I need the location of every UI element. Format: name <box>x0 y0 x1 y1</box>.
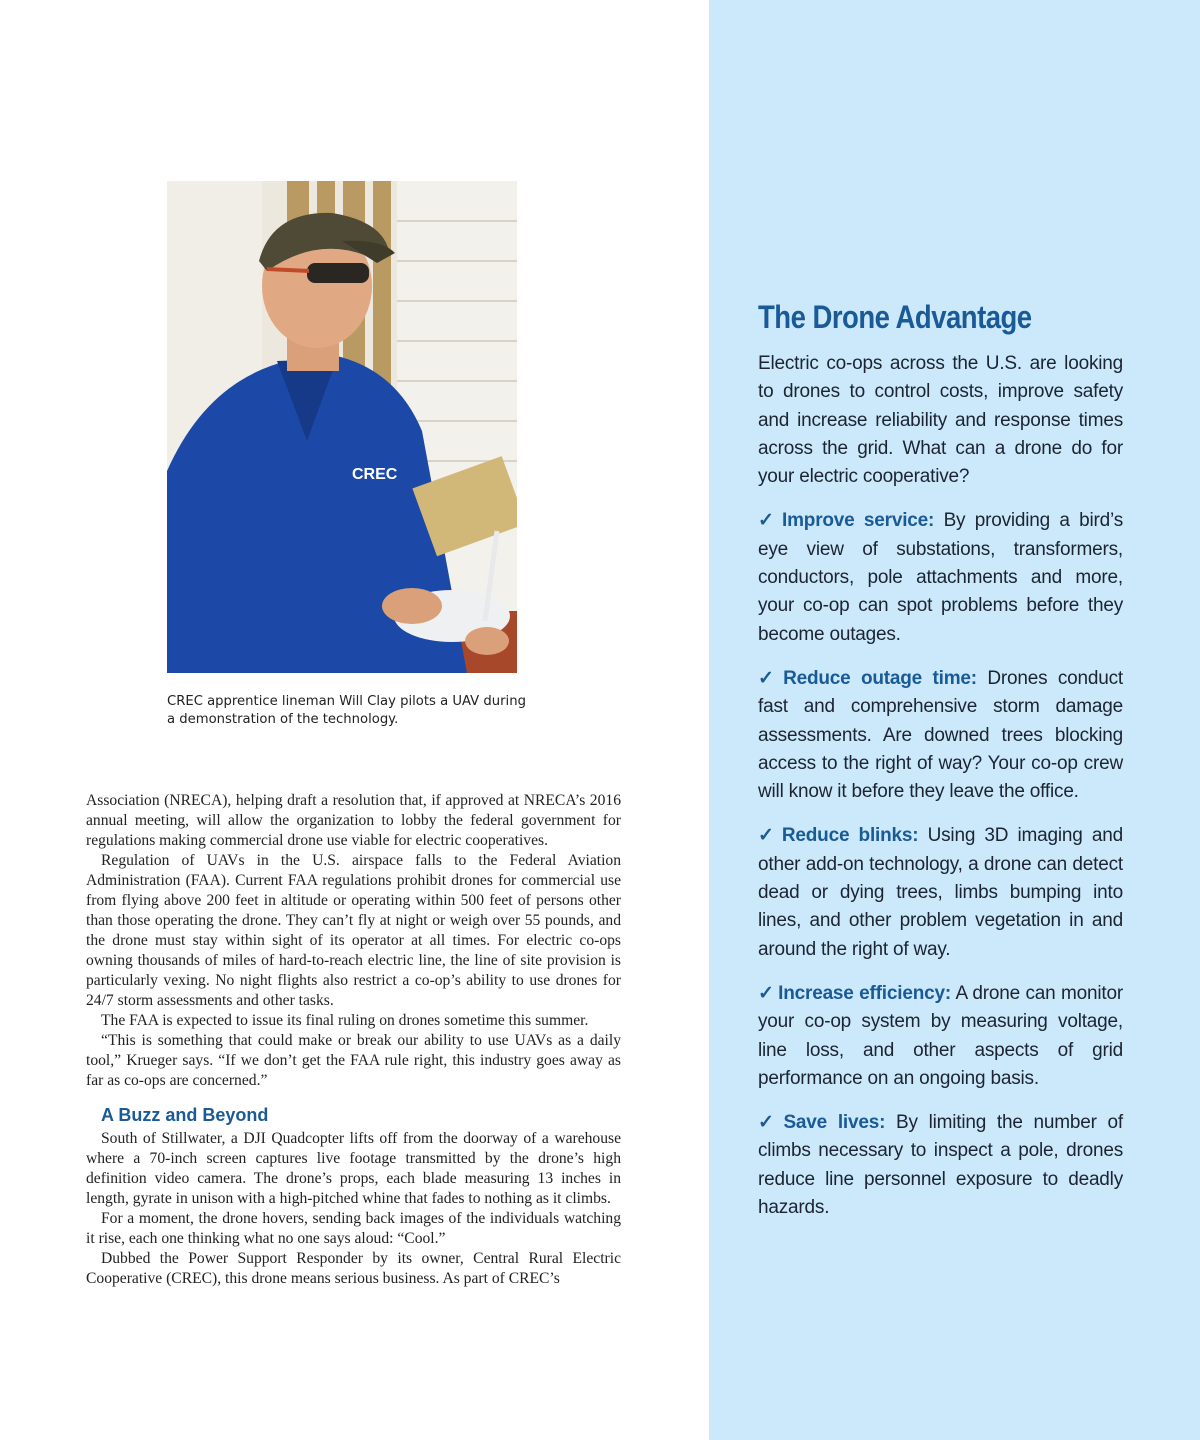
shirt-logo: CREC <box>352 466 398 483</box>
sidebar-item-heading: Reduce outage time: <box>783 667 977 689</box>
article-paragraph: “This is something that could make or break our ability to use UAVs as a daily tool,” Krueger says. “If we don’t get the FAA rule right, this industry goes away as far as co-ops are concerned.” <box>86 1032 621 1089</box>
article-paragraph: Dubbed the Power Support Responder by its owner, Central Rural Electric Cooperative (CREC), this drone means serious business. As part of CREC’s <box>86 1250 621 1287</box>
sidebar-item-save-lives <box>758 1109 1123 1222</box>
sidebar-item-improve-service <box>758 507 1123 648</box>
article-paragraph: The FAA is expected to issue its final ruling on drones sometime this summer. <box>101 1012 589 1029</box>
sidebar-item-heading: Increase efficiency: <box>778 982 951 1004</box>
checkmark-icon: ✓ <box>758 1112 780 1134</box>
lineman-photo <box>167 181 517 673</box>
checkmark-icon: ✓ <box>758 982 775 1004</box>
sidebar-item-reduce-blinks <box>758 822 1123 963</box>
checkmark-icon: ✓ <box>758 510 779 532</box>
article-body <box>86 791 621 1289</box>
sidebar-item-heading: Reduce blinks: <box>781 825 919 847</box>
sidebar-item-increase-efficiency <box>758 980 1123 1093</box>
article-paragraph: For a moment, the drone hovers, sending back images of the individuals watching it rise, each one thinking what no one says aloud: “Cool.” <box>86 1210 621 1247</box>
checkmark-icon: ✓ <box>758 667 780 689</box>
lineman-photo-illustration <box>167 181 517 673</box>
sidebar-item-text: By limiting the number of climbs necessary to inspect a pole, drones reduce line personnel exposure to deadly hazards. <box>758 1112 1123 1219</box>
checkmark-icon: ✓ <box>758 825 778 847</box>
sidebar-item-text: By providing a bird’s eye view of substations, transformers, conductors, pole attachments and more, your co-op can spot problems before they become outages. <box>758 510 1124 645</box>
sidebar-item-text: Using 3D imaging and other add-on technology, a drone can detect dead or dying trees, limbs bumping into lines, and other problem vegetation in and around the right of way. <box>758 825 1123 960</box>
article-paragraph: Association (NRECA), helping draft a resolution that, if approved at NRECA’s 2016 annual meeting, will allow the organization to lobby the federal government for regulations making commercial drone use viable for electric cooperatives. <box>86 792 621 849</box>
sidebar-item-text: Drones conduct fast and comprehensive storm damage assessments. Are downed trees blocking access to the right of way? Your co-op crew will know it before they leave the office. <box>758 667 1123 803</box>
article-paragraph: South of Stillwater, a DJI Quadcopter lifts off from the doorway of a warehouse where a 70-inch screen captures live footage transmitted by the drone’s high definition video camera. The drone’s props, each blade measuring 13 inches in length, gyrate in unison with a high-pitched whine that fades to nothing as it climbs. <box>86 1130 621 1207</box>
sidebar-item-text: A drone can monitor your co-op system by measuring voltage, line loss, and other aspects of grid performance on an ongoing basis. <box>758 982 1123 1089</box>
photo-caption: CREC apprentice lineman Will Clay pilots a UAV during a demonstration of the technology. <box>167 694 526 727</box>
sidebar-title: The Drone Advantage <box>758 299 1032 335</box>
sidebar-item-heading: Save lives: <box>783 1112 886 1134</box>
sidebar-item-reduce-outage-time <box>758 665 1123 806</box>
drone-advantage-sidebar <box>709 0 1200 1440</box>
sidebar-item-heading: Improve service: <box>782 510 935 532</box>
article-subheading: A Buzz and Beyond <box>101 1105 269 1125</box>
article-paragraph: Regulation of UAVs in the U.S. airspace falls to the Federal Aviation Administration (FAA). Current FAA regulations prohibit drones for commercial use from flying above 200 feet in altitude or operating within 500 feet of persons other than those operating the drone. They can’t fly at night or weigh over 55 pounds, and the drone must stay within sight of its operator at all times. For electric co-ops owning thousands of miles of hard-to-reach electric line, the line of site provision is particularly vexing. No night flights also restrict a co-op’s ability to use drones for 24/7 storm assessments and other tasks. <box>86 852 621 1009</box>
sidebar-intro: Electric co-ops across the U.S. are looking to drones to control costs, improve safety and increase reliability and response times across the grid. What can a drone do for your electric cooperative? <box>758 353 1123 488</box>
